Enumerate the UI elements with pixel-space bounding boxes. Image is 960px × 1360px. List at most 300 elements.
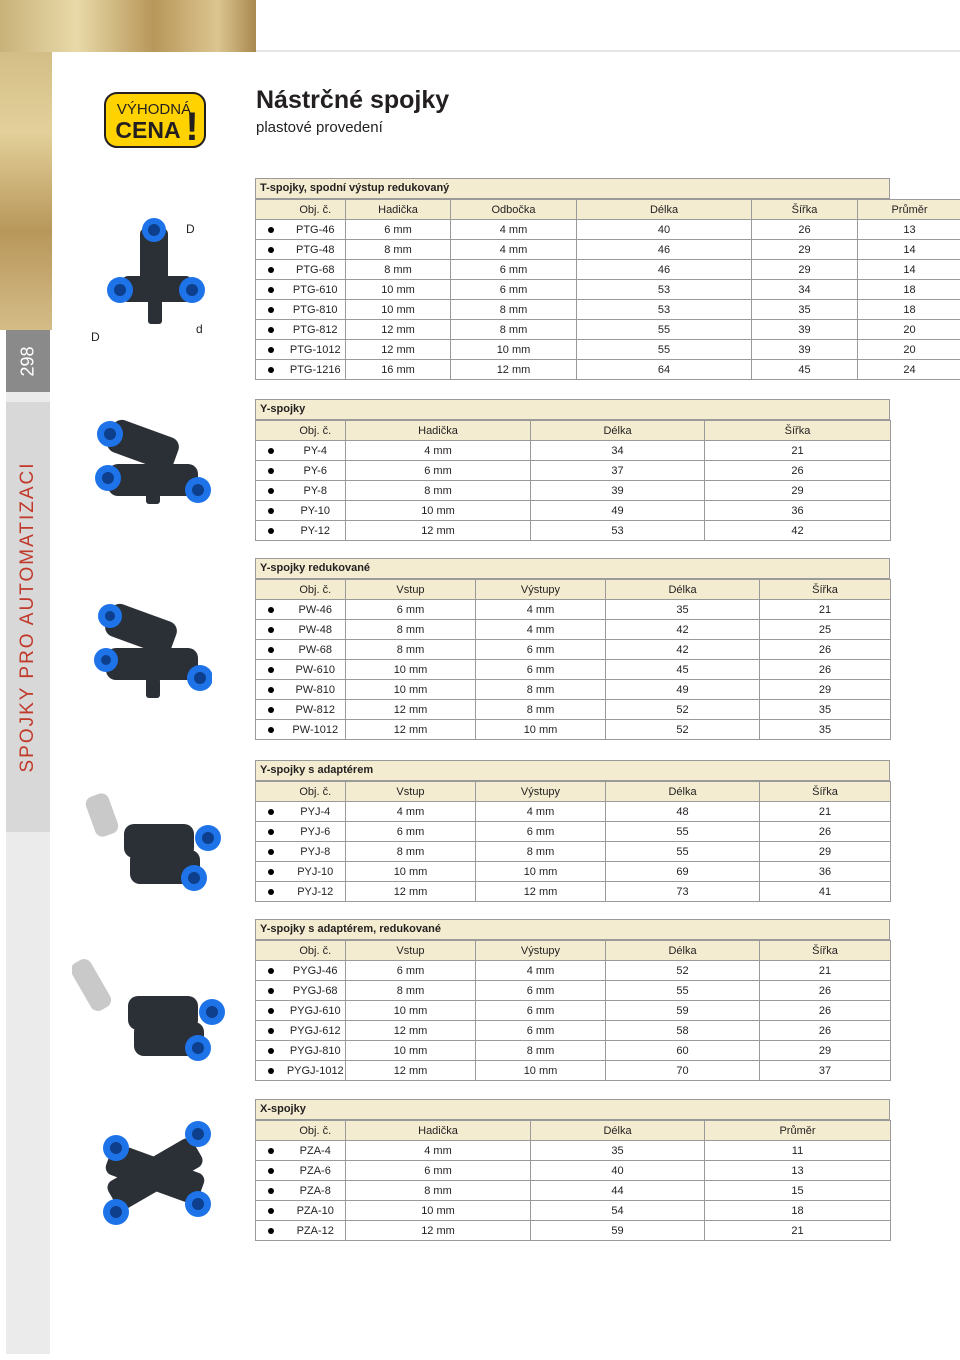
spec-cell: 26 (760, 981, 891, 1001)
table-row (256, 620, 891, 640)
header-spacer (256, 580, 286, 600)
spec-cell: 21 (760, 600, 891, 620)
spec-cell: 14 (858, 240, 960, 260)
bullet-icon (256, 1021, 286, 1041)
spec-cell: 8 mm (346, 981, 476, 1001)
bullet-icon (256, 961, 286, 981)
column-header: Obj. č. (286, 1121, 346, 1141)
table-row (256, 640, 891, 660)
spec-cell: 6 mm (476, 1001, 606, 1021)
spec-table (255, 781, 891, 902)
spec-cell: 18 (858, 300, 960, 320)
table-row (256, 220, 960, 240)
spec-cell: 12 mm (346, 320, 451, 340)
column-header: Obj. č. (286, 782, 346, 802)
spec-cell: 12 mm (346, 1021, 476, 1041)
spec-cell: 6 mm (476, 981, 606, 1001)
spec-cell: 16 mm (346, 360, 451, 380)
table-row (256, 981, 891, 1001)
spec-cell: 39 (752, 340, 858, 360)
spec-cell: 10 mm (346, 280, 451, 300)
header-spacer (256, 782, 286, 802)
bullet-icon (256, 1041, 286, 1061)
table-row (256, 441, 891, 461)
spec-cell: 6 mm (346, 220, 451, 240)
bullet-icon (256, 340, 286, 360)
column-header: Hadička (346, 1121, 531, 1141)
spec-cell: 55 (577, 320, 752, 340)
header-spacer (256, 941, 286, 961)
spec-cell: 40 (531, 1161, 705, 1181)
spec-cell: 60 (606, 1041, 760, 1061)
bullet-icon (256, 1181, 286, 1201)
product-code-cell: PTG-812 (286, 320, 346, 340)
spec-cell: 8 mm (476, 680, 606, 700)
spec-cell: 42 (606, 640, 760, 660)
spec-cell: 12 mm (346, 882, 476, 902)
spec-cell: 12 mm (346, 720, 476, 740)
product-code-cell: PYGJ-68 (286, 981, 346, 1001)
product-code-cell: PY-10 (286, 501, 346, 521)
bullet-icon (256, 700, 286, 720)
spec-table (255, 1120, 891, 1241)
table-row (256, 1181, 891, 1201)
column-header: Výstupy (476, 782, 606, 802)
product-code-cell: PTG-810 (286, 300, 346, 320)
table-row (256, 280, 960, 300)
spec-table (255, 940, 891, 1081)
y-adapter-fitting-image (84, 788, 224, 900)
column-header: Délka (606, 782, 760, 802)
section-title: X-spojky (255, 1099, 890, 1120)
product-code-cell: PYJ-8 (286, 842, 346, 862)
table-header-row (256, 1121, 891, 1141)
badge-exclamation: ! (185, 105, 199, 148)
product-code-cell: PW-610 (286, 660, 346, 680)
spec-cell: 10 mm (346, 1201, 531, 1221)
table-row (256, 320, 960, 340)
spec-cell: 10 mm (346, 501, 531, 521)
bullet-icon (256, 822, 286, 842)
product-code-cell: PY-4 (286, 441, 346, 461)
vyhodna-cena-badge (104, 92, 206, 148)
spec-cell: 35 (606, 600, 760, 620)
spec-cell: 18 (858, 280, 960, 300)
column-header: Výstupy (476, 580, 606, 600)
spec-cell: 58 (606, 1021, 760, 1041)
spec-cell: 8 mm (346, 1181, 531, 1201)
spec-cell: 52 (606, 720, 760, 740)
bullet-icon (256, 481, 286, 501)
page-title: Nástrčné spojky (256, 86, 450, 114)
section-title: Y-spojky (255, 399, 890, 420)
bullet-icon (256, 461, 286, 481)
spec-cell: 53 (531, 521, 705, 541)
product-code-cell: PW-810 (286, 680, 346, 700)
column-header: Šířka (705, 421, 891, 441)
spec-cell: 48 (606, 802, 760, 822)
spec-cell: 26 (760, 1001, 891, 1021)
bullet-icon (256, 1201, 286, 1221)
spec-cell: 12 mm (476, 882, 606, 902)
spec-cell: 29 (760, 842, 891, 862)
bullet-icon (256, 882, 286, 902)
spec-cell: 10 mm (346, 680, 476, 700)
table-row (256, 1021, 891, 1041)
bullet-icon (256, 1061, 286, 1081)
bullet-icon (256, 660, 286, 680)
product-code-cell: PZA-8 (286, 1181, 346, 1201)
spec-cell: 35 (531, 1141, 705, 1161)
product-code-cell: PYGJ-1012 (286, 1061, 346, 1081)
spec-cell: 8 mm (451, 300, 577, 320)
column-header: Vstup (346, 782, 476, 802)
bullet-icon (256, 802, 286, 822)
spec-cell: 25 (760, 620, 891, 640)
spec-cell: 29 (752, 240, 858, 260)
spec-cell: 26 (705, 461, 891, 481)
top-rule (256, 50, 960, 52)
bullet-icon (256, 640, 286, 660)
product-code-cell: PW-48 (286, 620, 346, 640)
spec-cell: 73 (606, 882, 760, 902)
column-header: Délka (606, 580, 760, 600)
column-header: Obj. č. (286, 421, 346, 441)
table-row (256, 720, 891, 740)
product-code-cell: PYGJ-810 (286, 1041, 346, 1061)
spec-cell: 10 mm (346, 300, 451, 320)
spec-cell: 59 (606, 1001, 760, 1021)
bullet-icon (256, 842, 286, 862)
spec-cell: 4 mm (346, 441, 531, 461)
spec-cell: 15 (705, 1181, 891, 1201)
bullet-icon (256, 620, 286, 640)
column-header: Odbočka (451, 200, 577, 220)
bullet-icon (256, 280, 286, 300)
table-row (256, 882, 891, 902)
dimension-label-d-small: d (196, 322, 203, 336)
spec-cell: 35 (760, 720, 891, 740)
column-header: Šířka (760, 782, 891, 802)
spec-cell: 53 (577, 300, 752, 320)
product-code-cell: PTG-68 (286, 260, 346, 280)
product-code-cell: PW-1012 (286, 720, 346, 740)
spec-cell: 55 (606, 842, 760, 862)
spec-cell: 8 mm (346, 842, 476, 862)
bullet-icon (256, 260, 286, 280)
spec-cell: 26 (760, 822, 891, 842)
spec-cell: 36 (705, 501, 891, 521)
spec-cell: 6 mm (346, 461, 531, 481)
spec-cell: 26 (760, 1021, 891, 1041)
spec-cell: 45 (606, 660, 760, 680)
section-title: Y-spojky s adaptérem, redukované (255, 919, 890, 940)
spec-cell: 49 (531, 501, 705, 521)
column-header: Šířka (760, 941, 891, 961)
side-section-label (6, 402, 50, 832)
bullet-icon (256, 1161, 286, 1181)
table-row (256, 1041, 891, 1061)
product-code-cell: PYJ-4 (286, 802, 346, 822)
section-y-fittings (255, 399, 890, 541)
product-code-cell: PYJ-12 (286, 882, 346, 902)
dimension-label-d-upper: D (186, 222, 195, 236)
header-spacer (256, 200, 286, 220)
table-row (256, 660, 891, 680)
column-header: Průměr (858, 200, 960, 220)
spec-cell: 41 (760, 882, 891, 902)
table-row (256, 822, 891, 842)
column-header: Hadička (346, 421, 531, 441)
dimension-label-d-left: D (91, 330, 100, 344)
spec-cell: 70 (606, 1061, 760, 1081)
spec-cell: 24 (858, 360, 960, 380)
bullet-icon (256, 240, 286, 260)
page-subtitle: plastové provedení (256, 119, 383, 136)
spec-cell: 12 mm (346, 1221, 531, 1241)
product-code-cell: PTG-48 (286, 240, 346, 260)
section-title: Y-spojky redukované (255, 558, 890, 579)
spec-cell: 6 mm (451, 260, 577, 280)
brass-background-top (0, 0, 256, 52)
section-y-adapter-reduced (255, 919, 890, 1081)
column-header: Délka (606, 941, 760, 961)
header-spacer (256, 421, 286, 441)
spec-cell: 52 (606, 961, 760, 981)
spec-cell: 29 (705, 481, 891, 501)
spec-cell: 8 mm (346, 640, 476, 660)
product-code-cell: PYJ-6 (286, 822, 346, 842)
product-code-cell: PZA-4 (286, 1141, 346, 1161)
column-header: Vstup (346, 941, 476, 961)
spec-cell: 45 (752, 360, 858, 380)
spec-cell: 8 mm (346, 620, 476, 640)
spec-cell: 26 (752, 220, 858, 240)
product-code-cell: PYGJ-46 (286, 961, 346, 981)
spec-cell: 8 mm (476, 700, 606, 720)
table-row (256, 1001, 891, 1021)
spec-cell: 34 (752, 280, 858, 300)
spec-cell: 64 (577, 360, 752, 380)
spec-cell: 8 mm (346, 260, 451, 280)
column-header: Výstupy (476, 941, 606, 961)
spec-cell: 55 (577, 340, 752, 360)
product-code-cell: PW-46 (286, 600, 346, 620)
section-t-fittings (255, 178, 928, 380)
table-row (256, 501, 891, 521)
column-header: Obj. č. (286, 580, 346, 600)
spec-table (255, 199, 960, 380)
spec-cell: 29 (752, 260, 858, 280)
spec-cell: 20 (858, 340, 960, 360)
spec-cell: 4 mm (451, 240, 577, 260)
bullet-icon (256, 521, 286, 541)
table-row (256, 1201, 891, 1221)
y-fitting-image (88, 418, 212, 518)
spec-cell: 46 (577, 260, 752, 280)
spec-cell: 4 mm (451, 220, 577, 240)
table-header-row (256, 580, 891, 600)
spec-cell: 4 mm (476, 620, 606, 640)
spec-cell: 44 (531, 1181, 705, 1201)
product-code-cell: PY-12 (286, 521, 346, 541)
column-header: Šířka (752, 200, 858, 220)
spec-cell: 39 (752, 320, 858, 340)
spec-table (255, 579, 891, 740)
spec-cell: 53 (577, 280, 752, 300)
y-reduced-fitting-image (88, 602, 212, 704)
x-fitting-image (92, 1120, 218, 1226)
product-code-cell: PZA-6 (286, 1161, 346, 1181)
bullet-icon (256, 680, 286, 700)
column-header: Délka (577, 200, 752, 220)
section-title: Y-spojky s adaptérem (255, 760, 890, 781)
spec-cell: 21 (760, 961, 891, 981)
spec-cell: 10 mm (346, 660, 476, 680)
table-row (256, 680, 891, 700)
spec-cell: 42 (606, 620, 760, 640)
spec-cell: 8 mm (346, 240, 451, 260)
table-row (256, 461, 891, 481)
spec-cell: 59 (531, 1221, 705, 1241)
product-code-cell: PYGJ-612 (286, 1021, 346, 1041)
table-row (256, 1141, 891, 1161)
table-row (256, 802, 891, 822)
spec-cell: 20 (858, 320, 960, 340)
product-code-cell: PW-812 (286, 700, 346, 720)
spec-cell: 26 (760, 660, 891, 680)
product-code-cell: PY-6 (286, 461, 346, 481)
product-code-cell: PTG-46 (286, 220, 346, 240)
table-header-row (256, 200, 960, 220)
product-code-cell: PZA-12 (286, 1221, 346, 1241)
spec-cell: 46 (577, 240, 752, 260)
bullet-icon (256, 320, 286, 340)
section-x-fittings (255, 1099, 890, 1241)
badge-line2: CENA (115, 117, 181, 143)
spec-cell: 10 mm (346, 862, 476, 882)
spec-cell: 4 mm (346, 1141, 531, 1161)
table-row (256, 260, 960, 280)
side-section-label-text: SPOJKY PRO AUTOMATIZACI (17, 461, 38, 773)
spec-cell: 14 (858, 260, 960, 280)
spec-cell: 37 (760, 1061, 891, 1081)
bullet-icon (256, 720, 286, 740)
product-code-cell: PYJ-10 (286, 862, 346, 882)
column-header: Délka (531, 421, 705, 441)
spec-cell: 6 mm (476, 640, 606, 660)
page-number: 298 (6, 330, 50, 392)
table-row (256, 842, 891, 862)
column-header: Průměr (705, 1121, 891, 1141)
spec-cell: 10 mm (476, 1061, 606, 1081)
spec-cell: 10 mm (346, 1001, 476, 1021)
table-row (256, 1221, 891, 1241)
spec-cell: 10 mm (346, 1041, 476, 1061)
column-header: Obj. č. (286, 941, 346, 961)
column-header: Hadička (346, 200, 451, 220)
bullet-icon (256, 1001, 286, 1021)
bullet-icon (256, 600, 286, 620)
spec-cell: 10 mm (476, 720, 606, 740)
spec-cell: 4 mm (476, 600, 606, 620)
product-code-cell: PTG-610 (286, 280, 346, 300)
table-row (256, 862, 891, 882)
spec-cell: 4 mm (346, 802, 476, 822)
bullet-icon (256, 1221, 286, 1241)
table-row (256, 700, 891, 720)
spec-cell: 21 (760, 802, 891, 822)
product-code-cell: PZA-10 (286, 1201, 346, 1221)
spec-cell: 26 (760, 640, 891, 660)
t-fitting-image (92, 218, 210, 338)
spec-cell: 11 (705, 1141, 891, 1161)
column-header: Šířka (760, 580, 891, 600)
spec-cell: 12 mm (346, 700, 476, 720)
spec-cell: 6 mm (346, 600, 476, 620)
bullet-icon (256, 441, 286, 461)
column-header: Délka (531, 1121, 705, 1141)
spec-cell: 42 (705, 521, 891, 541)
table-row (256, 1061, 891, 1081)
y-adapter-reduced-fitting-image (72, 950, 228, 1068)
spec-cell: 29 (760, 1041, 891, 1061)
spec-cell: 6 mm (476, 822, 606, 842)
table-header-row (256, 782, 891, 802)
spec-cell: 55 (606, 822, 760, 842)
column-header: Obj. č. (286, 200, 346, 220)
spec-cell: 34 (531, 441, 705, 461)
column-header: Vstup (346, 580, 476, 600)
product-code-cell: PW-68 (286, 640, 346, 660)
bullet-icon (256, 501, 286, 521)
spec-cell: 39 (531, 481, 705, 501)
spec-cell: 21 (705, 1221, 891, 1241)
section-y-adapter (255, 760, 890, 902)
spec-cell: 37 (531, 461, 705, 481)
spec-cell: 12 mm (346, 1061, 476, 1081)
product-code-cell: PTG-1216 (286, 360, 346, 380)
table-row (256, 240, 960, 260)
spec-cell: 21 (705, 441, 891, 461)
product-code-cell: PYGJ-610 (286, 1001, 346, 1021)
spec-cell: 10 mm (476, 862, 606, 882)
table-row (256, 340, 960, 360)
spec-cell: 10 mm (451, 340, 577, 360)
table-row (256, 1161, 891, 1181)
spec-cell: 36 (760, 862, 891, 882)
bullet-icon (256, 981, 286, 1001)
spec-cell: 18 (705, 1201, 891, 1221)
spec-cell: 40 (577, 220, 752, 240)
spec-cell: 12 mm (451, 360, 577, 380)
bullet-icon (256, 300, 286, 320)
spec-cell: 35 (760, 700, 891, 720)
spec-cell: 35 (752, 300, 858, 320)
spec-cell: 52 (606, 700, 760, 720)
spec-cell: 6 mm (476, 660, 606, 680)
table-row (256, 360, 960, 380)
table-header-row (256, 941, 891, 961)
spec-cell: 4 mm (476, 961, 606, 981)
section-title: T-spojky, spodní výstup redukovaný (255, 178, 890, 199)
table-row (256, 300, 960, 320)
spec-cell: 6 mm (346, 961, 476, 981)
spec-cell: 6 mm (346, 822, 476, 842)
bullet-icon (256, 1141, 286, 1161)
spec-cell: 8 mm (451, 320, 577, 340)
product-code-cell: PY-8 (286, 481, 346, 501)
